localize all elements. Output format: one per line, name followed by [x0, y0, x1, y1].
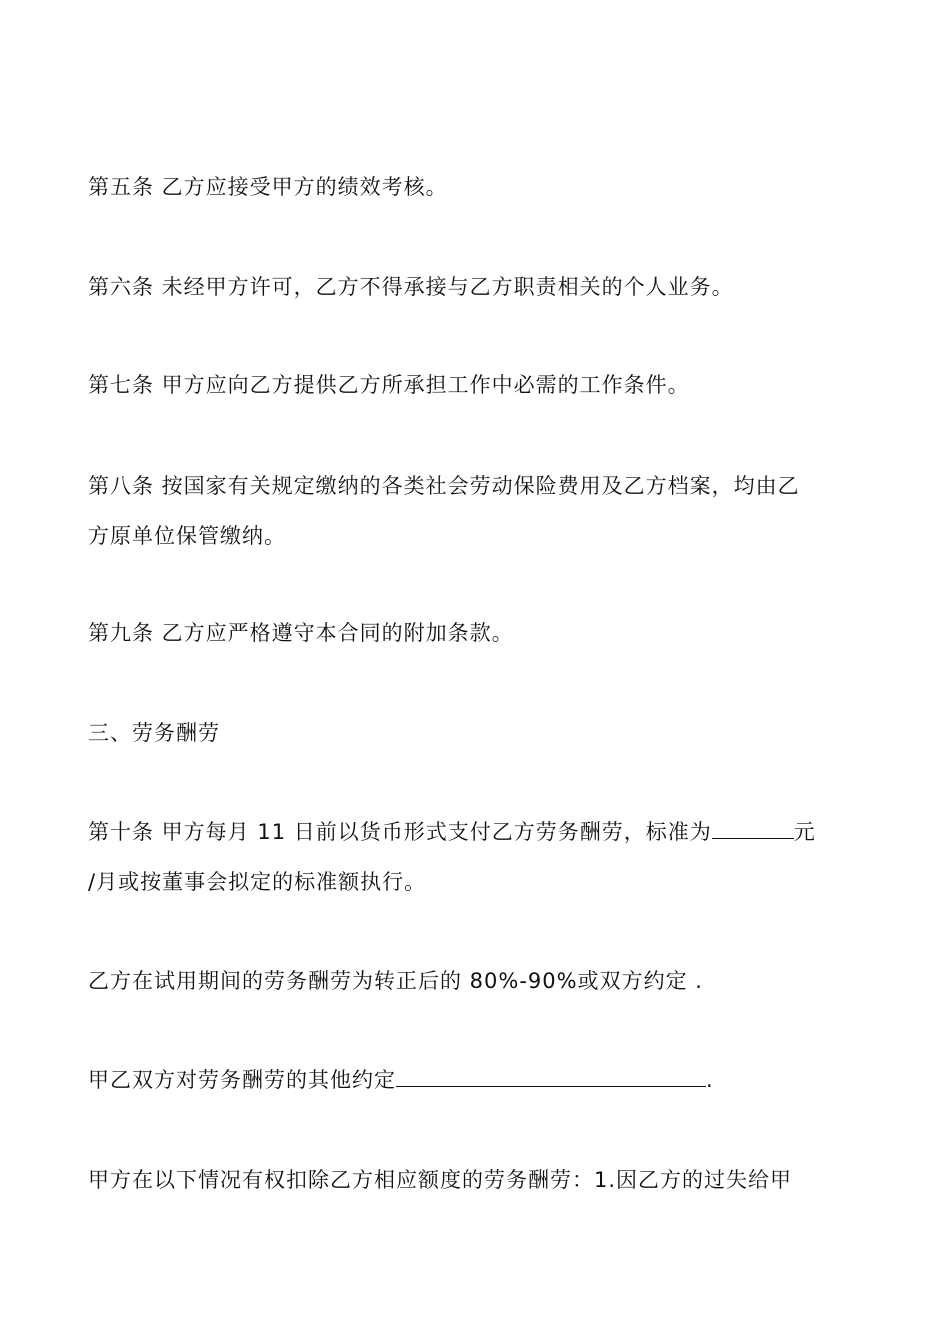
article-10-text-pre: 第十条 甲方每月 11 日前以货币形式支付乙方劳务酬劳，标准为 [88, 820, 712, 844]
deduction-text: 甲方在以下情况有权扣除乙方相应额度的劳务酬劳：1.因乙方的过失给甲 [88, 1168, 793, 1192]
article-5 [88, 162, 868, 212]
article-10-line-1 [88, 807, 868, 857]
article-10 [88, 807, 868, 907]
article-8-line-1: 第八条 按国家有关规定缴纳的各类社会劳动保险费用及乙方档案，均由乙 [88, 474, 800, 498]
trial-period-clause [88, 956, 868, 1006]
article-7 [88, 360, 868, 410]
other-agreement-clause [88, 1055, 868, 1105]
article-8-line-2: 方原单位保管缴纳。 [88, 524, 286, 548]
section-3-heading-text: 三、劳务酬劳 [88, 721, 220, 745]
salary-blank-field [712, 816, 794, 839]
other-agreement-text: 甲乙双方对劳务酬劳的其他约定 [88, 1068, 396, 1092]
article-10-text-post: 元 [793, 820, 816, 844]
other-agreement-blank-field [396, 1064, 706, 1087]
article-8 [88, 461, 868, 561]
article-7-text: 第七条 甲方应向乙方提供乙方所承担工作中必需的工作条件。 [88, 373, 690, 397]
article-6 [88, 262, 868, 312]
article-5-text: 第五条 乙方应接受甲方的绩效考核。 [88, 175, 448, 199]
article-6-text: 第六条 未经甲方许可，乙方不得承接与乙方职责相关的个人业务。 [88, 275, 734, 299]
deduction-clause [88, 1155, 868, 1205]
trial-period-text: 乙方在试用期间的劳务酬劳为转正后的 80%-90%或双方约定 . [88, 969, 703, 993]
other-agreement-period: . [706, 1068, 714, 1092]
article-9-text: 第九条 乙方应严格遵守本合同的附加条款。 [88, 621, 514, 645]
section-3-heading [88, 708, 868, 758]
article-10-line-2: /月或按董事会拟定的标准额执行。 [88, 870, 427, 894]
article-9 [88, 608, 868, 658]
